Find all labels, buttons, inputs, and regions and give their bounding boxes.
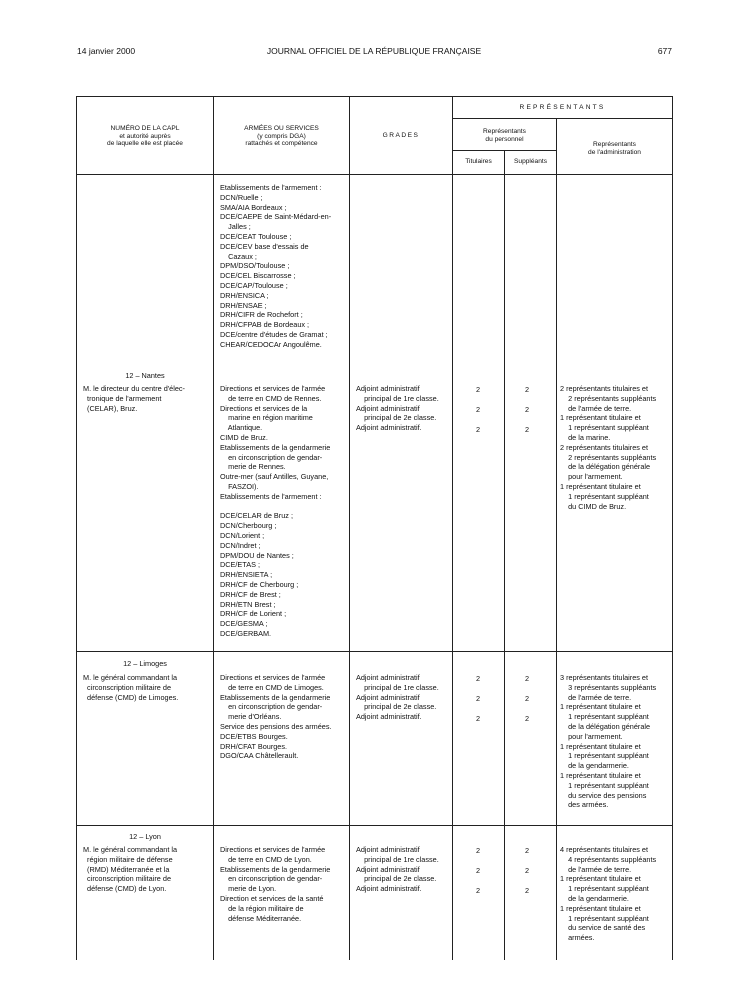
section-administration: 2 représentants titulaires et 2 représentants suppléants de l'armée de terre. 1 représentant titulaire et 1 représentant suppléant de la marine. 2 représentants titulaires et 2 représentants suppléants de la délégation générale pour l'armement. 1 représentant titulaire et 1 représentant suppléant du CIMD de Bruz. xyxy=(560,384,657,511)
section-grades: Adjoint administratif principal de 1re classe. Adjoint administratif principal de 2e classe. Adjoint administratif. xyxy=(356,845,439,894)
suppleants-value: 2 xyxy=(524,405,530,414)
suppleants-value: 2 xyxy=(524,694,530,703)
suppleants-value: 2 xyxy=(524,674,530,683)
capl-number: 12 – Limoges xyxy=(123,659,167,668)
suppleants-value: 2 xyxy=(524,866,530,875)
titulaires-value: 2 xyxy=(475,714,481,723)
header-services: ARMÉES OU SERVICES (y compris DGA) rattachés et compétence xyxy=(244,125,319,148)
page-number: 677 xyxy=(657,46,672,56)
header-grades: GRADES xyxy=(382,132,420,139)
header-representants: REPRÉSENTANTS xyxy=(519,104,606,111)
titulaires-value: 2 xyxy=(475,385,481,394)
suppleants-value: 2 xyxy=(524,425,530,434)
section-grades: Adjoint administratif principal de 1re classe. Adjoint administratif principal de 2e classe. Adjoint administratif. xyxy=(356,384,439,433)
suppleants-value: 2 xyxy=(524,385,530,394)
section-services: Directions et services de l'armée de terre en CMD de Rennes. Directions et services de la marine en région maritime Atlantique. CIMD de Bruz. Etablissements de la gendarmerie en circonscription de gendar- merie de Rennes. Outre-mer (sauf Antilles, Guyane, FASZOI). Etablissements de l'armement : DCE/CELAR de Bruz ; DCN/Cherbourg ; DCN/Lorient ; DCN/Indret ; DPM/DOU de Nantes ; DCE/ETAS ; DRH/ENSIETA ; DRH/CF de Cherbourg ; DRH/CF de Brest ; DRH/ETN Brest ; DRH/CF de Lorient ; DCE/GESMA ; DCE/GERBAM. xyxy=(220,384,331,638)
titulaires-value: 2 xyxy=(475,886,481,895)
journal-title: JOURNAL OFFICIEL DE LA RÉPUBLIQUE FRANÇAISE xyxy=(266,46,482,56)
suppleants-value: 2 xyxy=(524,886,530,895)
titulaires-value: 2 xyxy=(475,846,481,855)
header-rep-admin: Représentants de l'administration xyxy=(588,141,641,156)
titulaires-value: 2 xyxy=(475,674,481,683)
section-services: Etablissements de l'armement : DCN/Ruelle ; SMA/AIA Bordeaux ; DCE/CAEPE de Saint-Médard-en- Jalles ; DCE/CEAT Toulouse ; DCE/CEV base d'essais de Cazaux ; DPM/DSO/Toulouse ; DCE/CEL Biscarrosse ; DCE/CAP/Toulouse ; DRH/ENSICA ; DRH/ENSAE ; DRH/CIFR de Rochefort ; DRH/CFPAB de Bordeaux ; DCE/centre d'études de Gramat ; CHEAR/CEDOCAr Angoulême. xyxy=(220,183,332,349)
suppleants-value: 2 xyxy=(524,846,530,855)
titulaires-value: 2 xyxy=(475,405,481,414)
titulaires-value: 2 xyxy=(475,425,481,434)
header-titulaires: Titulaires xyxy=(465,158,492,165)
capl-authority: M. le général commandant la circonscription militaire de défense (CMD) de Limoges. xyxy=(83,673,179,702)
header-suppleants: Suppléants xyxy=(514,158,547,165)
header-capl: NUMÉRO DE LA CAPL et autorité auprès de laquelle elle est placée xyxy=(107,125,183,148)
capl-number: 12 – Nantes xyxy=(125,371,165,380)
section-administration: 3 représentants titulaires et 3 représentants suppléants de l'armée de terre. 1 représentant titulaire et 1 représentant suppléant de la délégation générale pour l'armement. 1 représentant titulaire et 1 représentant suppléant de la gendarmerie. 1 représentant titulaire et 1 représentant suppléant du service des pensions des armées. xyxy=(560,673,657,810)
capl-authority: M. le directeur du centre d'élec- tronique de l'armement (CELAR), Bruz. xyxy=(83,384,185,413)
section-services: Directions et services de l'armée de terre en CMD de Limoges. Etablissements de la gendarmerie en circonscription de gendar- merie d'Orléans. Service des pensions des armées. DCE/ETBS Bourges. DRH/CFAT Bourges. DGO/CAA Châtellerault. xyxy=(220,673,332,761)
header-rep-personnel: Représentants du personnel xyxy=(483,128,526,143)
suppleants-value: 2 xyxy=(524,714,530,723)
section-grades: Adjoint administratif principal de 1re classe. Adjoint administratif principal de 2e classe. Adjoint administratif. xyxy=(356,673,439,722)
capl-number: 12 – Lyon xyxy=(129,832,161,841)
titulaires-value: 2 xyxy=(475,866,481,875)
capl-authority: M. le général commandant la région militaire de défense (RMD) Méditerranée et la circonscription militaire de défense (CMD) de Lyon. xyxy=(83,845,178,894)
page-date: 14 janvier 2000 xyxy=(77,46,136,56)
titulaires-value: 2 xyxy=(475,694,481,703)
section-services: Directions et services de l'armée de terre en CMD de Lyon. Etablissements de la gendarmerie en circonscription de gendar- merie de Lyon. Direction et services de la santé de la région militaire de défense Méditerranée. xyxy=(220,845,331,923)
section-administration: 4 représentants titulaires et 4 représentants suppléants de l'armée de terre. 1 représentant titulaire et 1 représentant suppléant de la gendarmerie. 1 représentant titulaire et 1 représentant suppléant du service de santé des armées. xyxy=(560,845,657,943)
